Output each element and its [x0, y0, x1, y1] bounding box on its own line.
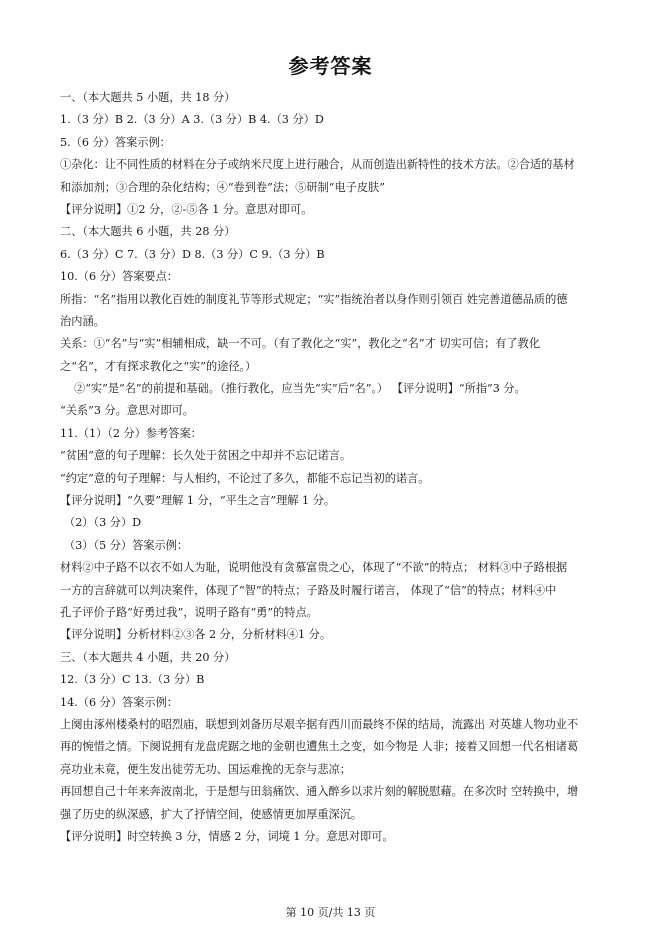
answer-line: “贫困”意的句子理解：长久处于贫困之中却并不忘记诺言。	[60, 449, 352, 463]
answer-line: 亮功业未竟，便生发出徒劳无功、国运难挽的无奈与悲凉；	[60, 762, 351, 776]
answer-line: 再回想自己十年来奔波南北，于是想与田翁痛饮、通入醉乡以求片刻的解脱慰藉。在多次时 空转换中，增	[60, 785, 579, 799]
answer-line: 一方的言辞就可以判决案件，体现了“智”的特点；子路及时履行诺言， 体现了“信”的特点；材料④中	[60, 583, 557, 597]
question-heading: 14.（6 分）答案示例：	[60, 695, 178, 709]
answer-body	[60, 87, 608, 848]
answer-line: 关系：①“名”与“实”相辅相成，缺一不可。（有了教化之“实”，教化之“名”才 切实可信；有了教化	[60, 337, 541, 351]
answer-line: 强了历史的纵深感，扩大了抒情空间，使感情更加厚重深沉。	[60, 807, 363, 821]
scoring-note: “关系”3 分。意思对即可。	[60, 404, 194, 418]
answer-line: 孔子评价子路“好勇过我”，说明子路有“勇”的特点。	[60, 605, 318, 619]
section-heading: 三、（本大题共 4 小题，共 20 分）	[60, 650, 236, 664]
answer-line: 治内涵。	[60, 314, 105, 328]
section-heading: 一、（本大题共 5 小题，共 18 分）	[60, 91, 236, 104]
scoring-note: 【评分说明】分析材料②③各 2 分，分析材料④1 分。	[60, 628, 332, 642]
section-heading: 二、（本大题共 6 小题，共 28 分）	[60, 225, 236, 239]
answer-line: 所指：“名”指用以教化百姓的制度礼节等形式规定；“实”指统治者以身作则引领百 姓完善道德品质的德	[60, 292, 568, 306]
answer-line: 上阕由涿州楼桑村的昭烈庙，联想到刘备历尽艰辛据有西川而最终不保的结局，流露出 对英雄人物功业不	[60, 717, 579, 731]
scoring-note: 【评分说明】①2 分，②-⑤各 1 分。意思对即可。	[60, 202, 313, 216]
page-title: 参考答案	[288, 54, 373, 78]
question-heading: 11.（1）（2 分）参考答案：	[60, 426, 202, 440]
answer-line: ②“实”是“名”的前提和基础。（推行教化，应当先“实”后“名”。） 【评分说明】“所指”3 分。	[74, 382, 526, 396]
answer-line: 1.（3 分）B 2.（3 分）A 3.（3 分）B 4.（3 分）D	[60, 113, 324, 127]
scoring-note: 【评分说明】“久要”理解 1 分，“平生之言”理解 1 分。	[60, 494, 336, 508]
question-heading: 10.（6 分）答案要点：	[60, 270, 178, 284]
answer-line: 6.（3 分）C 7.（3 分）D 8.（3 分）C 9.（3 分）B	[60, 247, 325, 261]
answer-line: 12.（3 分）C 13.（3 分）B	[60, 673, 205, 687]
answer-line: “约定”意的句子理解：与人相约，不论过了多久，都能不忘记当初的诺言。	[60, 471, 430, 485]
answer-line: 和添加剂；③合理的杂化结构；④“卷到卷”法；⑤研制“电子皮肤”	[60, 180, 385, 194]
answer-line: 再的惋惜之情。下阕说拥有龙盘虎踞之地的金朝也遭焦土之变，如今物是 人非；接着又回想一代名相诸葛	[60, 740, 579, 754]
answer-line: 之“名”，才有探求教化之“实”的途径。）	[60, 359, 257, 373]
answer-line: （2）（3 分）D	[64, 516, 142, 530]
answer-line: ①杂化：让不同性质的材料在分子或纳米尺度上进行融合，从而创造出新特性的技术方法。②合适的基材	[60, 158, 575, 172]
answer-line: 材料②中子路不以衣不如人为耻，说明他没有贪慕富贵之心，体现了“不欲”的特点； 材料③中子路根据	[60, 561, 568, 575]
question-heading: 5.（6 分）答案示例：	[60, 135, 171, 149]
scoring-note: 【评分说明】时空转换 3 分，情感 2 分，词境 1 分。意思对即可。	[60, 829, 394, 843]
page-number: 第 10 页/共 13 页	[285, 906, 376, 919]
question-heading: （3）（5 分）答案示例：	[64, 538, 189, 552]
